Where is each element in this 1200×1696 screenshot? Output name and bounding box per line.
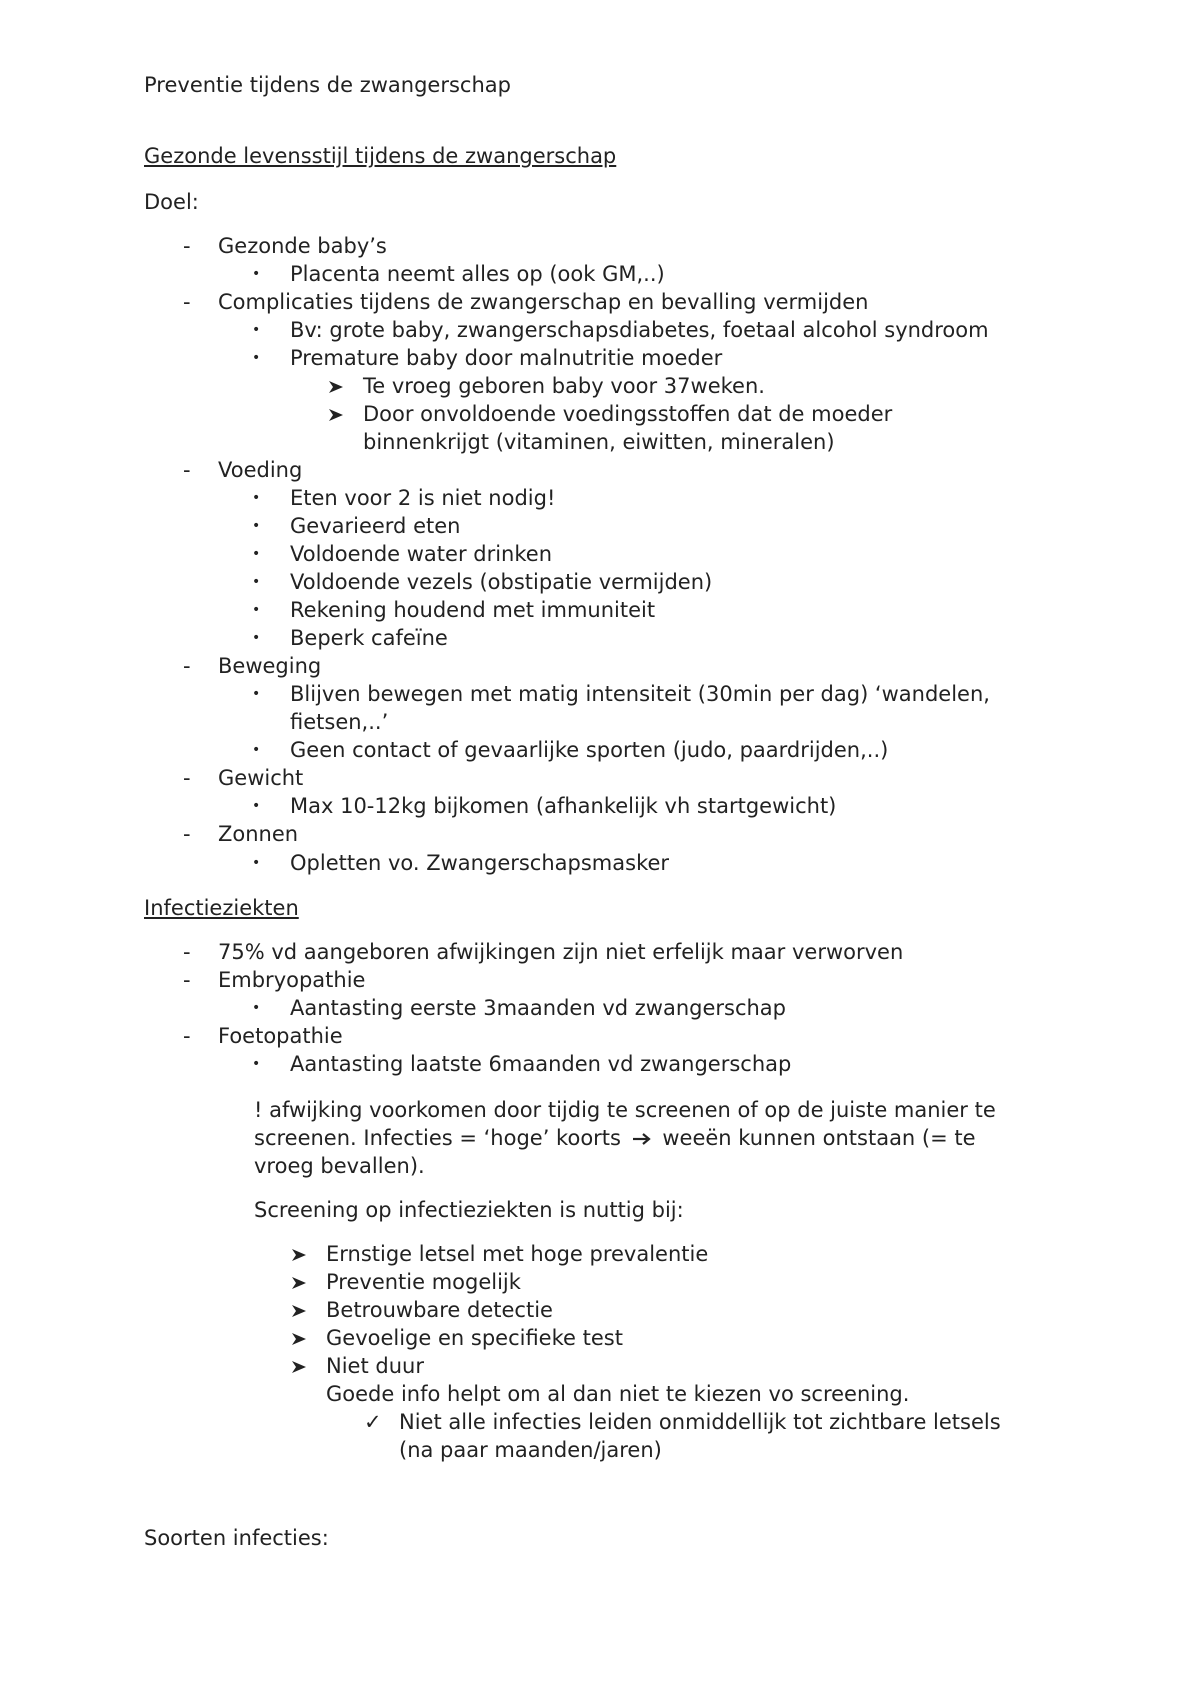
sub-item: Geen contact of gevaarlijke sporten (judo, paardrijden,..): [290, 738, 889, 762]
sub-item: Blijven bewegen met matig intensiteit (30min per dag) ‘wandelen,: [290, 682, 990, 706]
sub-item: Gevarieerd eten: [290, 514, 461, 538]
bullet-marker: •: [252, 1000, 261, 1016]
screening-item: Ernstige letsel met hoge prevalentie: [326, 1242, 709, 1266]
note-text: screenen. Infecties = ‘hoge’ koorts: [254, 1126, 621, 1150]
sub-item: Placenta neemt alles op (ook GM,..): [290, 262, 665, 286]
dash-marker: -: [183, 458, 191, 482]
section-heading-infections: Infectieziekten: [144, 896, 299, 920]
dash-marker: -: [183, 1024, 191, 1048]
arrow-right-icon: [632, 1125, 652, 1153]
screening-followup: Goede info helpt om al dan niet te kiezen vo screening.: [326, 1382, 910, 1406]
dash-marker: -: [183, 654, 191, 678]
dash-marker: -: [183, 234, 191, 258]
screening-item: Betrouwbare detectie: [326, 1298, 553, 1322]
list-item: Gezonde baby’s: [218, 234, 387, 258]
bullet-marker: •: [252, 266, 261, 282]
list-item: 75% vd aangeboren afwijkingen zijn niet erfelijk maar verworven: [218, 940, 904, 964]
note-line: [254, 1124, 976, 1153]
bullet-marker: •: [252, 574, 261, 590]
bullet-marker: •: [252, 518, 261, 534]
screening-item: Niet duur: [326, 1354, 424, 1378]
arrowhead-icon: [328, 379, 344, 395]
bullet-marker: •: [252, 798, 261, 814]
sub-item: Eten voor 2 is niet nodig!: [290, 486, 556, 510]
arrowhead-icon: [291, 1303, 307, 1319]
bullet-marker: •: [252, 686, 261, 702]
sub-item: Premature baby door malnutritie moeder: [290, 346, 723, 370]
list-item: Zonnen: [218, 822, 299, 846]
bullet-marker: •: [252, 602, 261, 618]
dash-marker: -: [183, 940, 191, 964]
bullet-marker: •: [252, 630, 261, 646]
bullet-marker: •: [252, 350, 261, 366]
arrowhead-icon: [291, 1247, 307, 1263]
list-item: Foetopathie: [218, 1024, 343, 1048]
bullet-marker: •: [252, 490, 261, 506]
bullet-marker: •: [252, 1056, 261, 1072]
sub-sub-item: Te vroeg geboren baby voor 37weken.: [363, 374, 765, 398]
sub-sub-item: Door onvoldoende voedingsstoffen dat de moeder: [363, 402, 893, 426]
sub-sub-item-continued: binnenkrijgt (vitaminen, eiwitten, mineralen): [363, 430, 835, 454]
sub-item: Voldoende water drinken: [290, 542, 553, 566]
list-item: Gewicht: [218, 766, 304, 790]
check-item-continued: (na paar maanden/jaren): [399, 1438, 662, 1462]
sub-item: Aantasting laatste 6maanden vd zwangerschap: [290, 1052, 792, 1076]
dash-marker: -: [183, 290, 191, 314]
sub-item-continued: fietsen,..’: [290, 710, 389, 734]
note-text: weeën kunnen ontstaan (= te: [662, 1126, 976, 1150]
list-item: Complicaties tijdens de zwangerschap en bevalling vermijden: [218, 290, 869, 314]
doel-label: Doel:: [144, 190, 199, 214]
sub-item: Aantasting eerste 3maanden vd zwangerschap: [290, 996, 787, 1020]
arrowhead-icon: [328, 407, 344, 423]
bullet-marker: •: [252, 855, 261, 871]
dash-marker: -: [183, 822, 191, 846]
arrowhead-icon: [291, 1359, 307, 1375]
note-line: vroeg bevallen).: [254, 1154, 425, 1178]
bullet-marker: •: [252, 322, 261, 338]
sub-item: Bv: grote baby, zwangerschapsdiabetes, foetaal alcohol syndroom: [290, 318, 989, 342]
list-item: Beweging: [218, 654, 322, 678]
checkmark-icon: ✓: [364, 1410, 382, 1434]
sub-item: Opletten vo. Zwangerschapsmasker: [290, 851, 670, 875]
document-title: Preventie tijdens de zwangerschap: [144, 73, 511, 97]
sub-item: Max 10-12kg bijkomen (afhankelijk vh startgewicht): [290, 794, 837, 818]
note-line: ! afwijking voorkomen door tijdig te screenen of op de juiste manier te: [254, 1098, 996, 1122]
sub-item: Rekening houdend met immuniteit: [290, 598, 656, 622]
bullet-marker: •: [252, 742, 261, 758]
list-item: Embryopathie: [218, 968, 366, 992]
dash-marker: -: [183, 968, 191, 992]
sub-item: Voldoende vezels (obstipatie vermijden): [290, 570, 713, 594]
dash-marker: -: [183, 766, 191, 790]
sub-item: Beperk cafeïne: [290, 626, 448, 650]
arrowhead-icon: [291, 1275, 307, 1291]
check-item: Niet alle infecties leiden onmiddellijk tot zichtbare letsels: [399, 1410, 1001, 1434]
section-heading-lifestyle: Gezonde levensstijl tijdens de zwangerschap: [144, 144, 617, 168]
screening-intro: Screening op infectieziekten is nuttig bij:: [254, 1198, 684, 1222]
section-heading-infection-types: Soorten infecties:: [144, 1526, 329, 1550]
screening-item: Preventie mogelijk: [326, 1270, 521, 1294]
screening-item: Gevoelige en specifieke test: [326, 1326, 623, 1350]
bullet-marker: •: [252, 546, 261, 562]
list-item: Voeding: [218, 458, 303, 482]
arrowhead-icon: [291, 1331, 307, 1347]
